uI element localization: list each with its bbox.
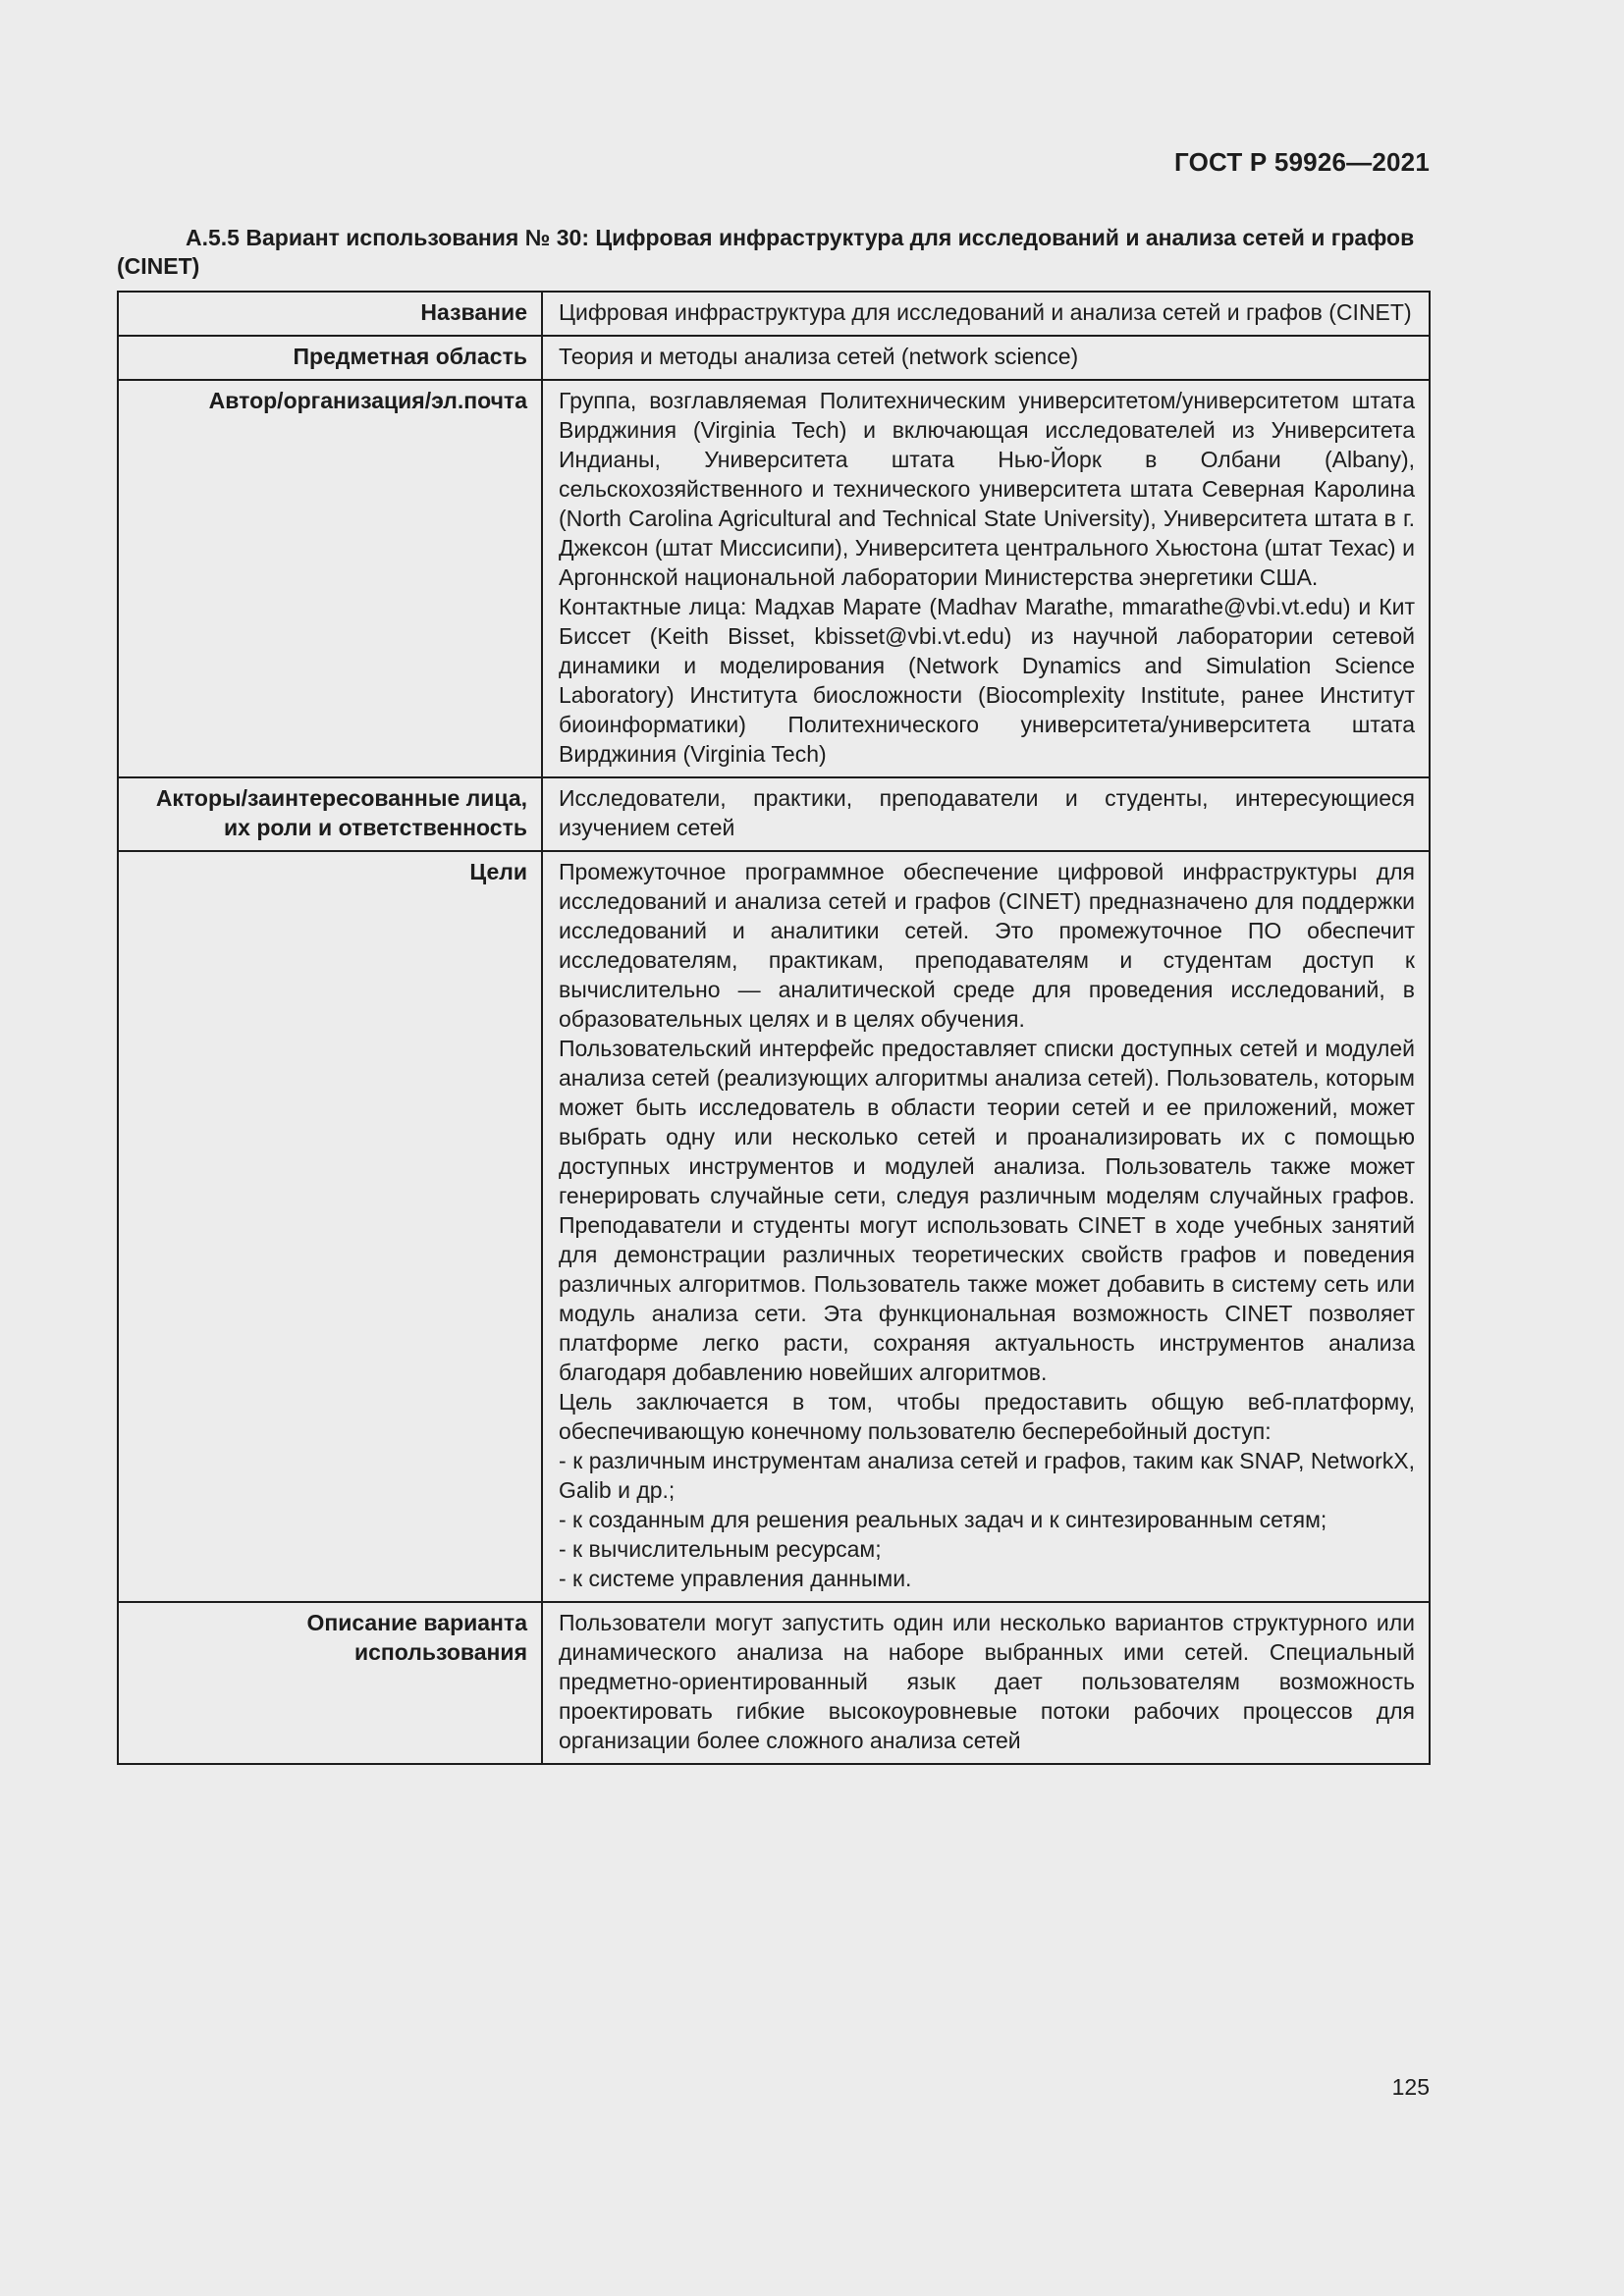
row-label: Описание варианта использования xyxy=(118,1602,542,1764)
page-number: 125 xyxy=(1391,2074,1430,2100)
row-value xyxy=(542,777,1430,851)
row-label: Автор/организация/эл.почта xyxy=(118,380,542,777)
value-paragraph: Пользователи могут запустить один или несколько вариантов структурного или динамического анализа на наборе выбранных ими сетей. Специальный предметно-ориентированный язык дает пользователям возможность проектировать гибкие высокоуровневые потоки рабочих процессов для организации более сложного анализа сетей xyxy=(559,1610,1415,1753)
value-paragraph: Контактные лица: Мадхав Марате (Madhav Marathe, mmarathe@vbi.vt.edu) и Кит Биссет (Keith Bisset, kbisset@vbi.vt.edu) из научной лаборатории сетевой динамики и моделирования (Network Dynamics and Simulation Science Laboratory) Института биосложности (Biocomplexity Institute, ранее Институт биоинформатики) Политехнического университета/университета штата Вирджиния (Virginia Tech) xyxy=(559,594,1415,767)
value-paragraph: Исследователи, практики, преподаватели и студенты, интересующиеся изучением сетей xyxy=(559,785,1415,840)
table-row-domain xyxy=(118,336,1430,380)
table-row-author xyxy=(118,380,1430,777)
value-paragraph: Пользовательский интерфейс предоставляет списки доступных сетей и модулей анализа сетей (реализующих алгоритмы анализа сетей). Пользователь, которым может быть исследователь в области теории сетей и ее приложений, может выбрать одну или несколько сетей и проанализировать их с помощью доступных инструментов и модулей анализа. Пользователь также может генерировать случайные сети, следуя различным моделям случайных графов. Преподаватели и студенты могут использовать CINET в ходе учебных занятий для демонстрации различных теоретических свойств графов и поведения различных алгоритмов. Пользователь также может добавить в систему сеть или модуль анализа сети. Эта функциональная возможность CINET позволяет платформе легко расти, сохраняя актуальность инструментов анализа благодаря добавлению новейших алгоритмов. xyxy=(559,1036,1415,1385)
table-row-description xyxy=(118,1602,1430,1764)
value-paragraph: Цифровая инфраструктура для исследований и анализа сетей и графов (CINET) xyxy=(559,299,1412,325)
value-paragraph: Промежуточное программное обеспечение цифровой инфраструктуры для исследований и анализа сетей и графов (CINET) предназначено для поддержки исследований и аналитики сетей. Это промежуточное ПО обеспечит исследователям, практикам, преподавателям и студентам доступ к вычислительно — аналитической среде для проведения исследований, в образовательных целях и в целях обучения. xyxy=(559,859,1415,1032)
document-code: ГОСТ Р 59926—2021 xyxy=(1174,147,1430,177)
row-value xyxy=(542,336,1430,380)
row-label: Акторы/заинтересованные лица, их роли и ответственность xyxy=(118,777,542,851)
section-heading: А.5.5 Вариант использования № 30: Цифровая инфраструктура для исследований и анализа сетей и графов (CINET) xyxy=(117,225,1415,279)
row-value xyxy=(542,292,1430,336)
list-item: - к различным инструментам анализа сетей и графов, таким как SNAP, NetworkX, Galib и др.; xyxy=(559,1448,1415,1503)
value-paragraph: Группа, возглавляемая Политехническим университетом/университетом штата Вирджиния (Virginia Tech) и включающая исследователей из Университета Индианы, Университета штата Нью-Йорк в Олбани (Albany), сельскохозяйственного и технического университета штата Северная Каролина (North Carolina Agricultural and Technical State University), Университета штата в г. Джексон (штат Миссисипи), Университета центрального Хьюстона (штат Техас) и Аргоннской национальной лаборатории Министерства энергетики США. xyxy=(559,388,1415,590)
row-value xyxy=(542,380,1430,777)
row-label: Цели xyxy=(118,851,542,1602)
table-row-name xyxy=(118,292,1430,336)
row-label: Предметная область xyxy=(118,336,542,380)
use-case-table xyxy=(117,291,1431,1765)
row-value xyxy=(542,851,1430,1602)
table-row-goals xyxy=(118,851,1430,1602)
value-paragraph: Цель заключается в том, чтобы предоставить общую веб-платформу, обеспечивающую конечному пользователю бесперебойный доступ: xyxy=(559,1389,1415,1444)
table-row-actors xyxy=(118,777,1430,851)
list-item: - к системе управления данными. xyxy=(559,1566,912,1591)
row-label: Название xyxy=(118,292,542,336)
list-item: - к вычислительным ресурсам; xyxy=(559,1536,882,1562)
list-item: - к созданным для решения реальных задач и к синтезированным сетям; xyxy=(559,1507,1327,1532)
value-paragraph: Теория и методы анализа сетей (network science) xyxy=(559,344,1079,369)
row-value xyxy=(542,1602,1430,1764)
